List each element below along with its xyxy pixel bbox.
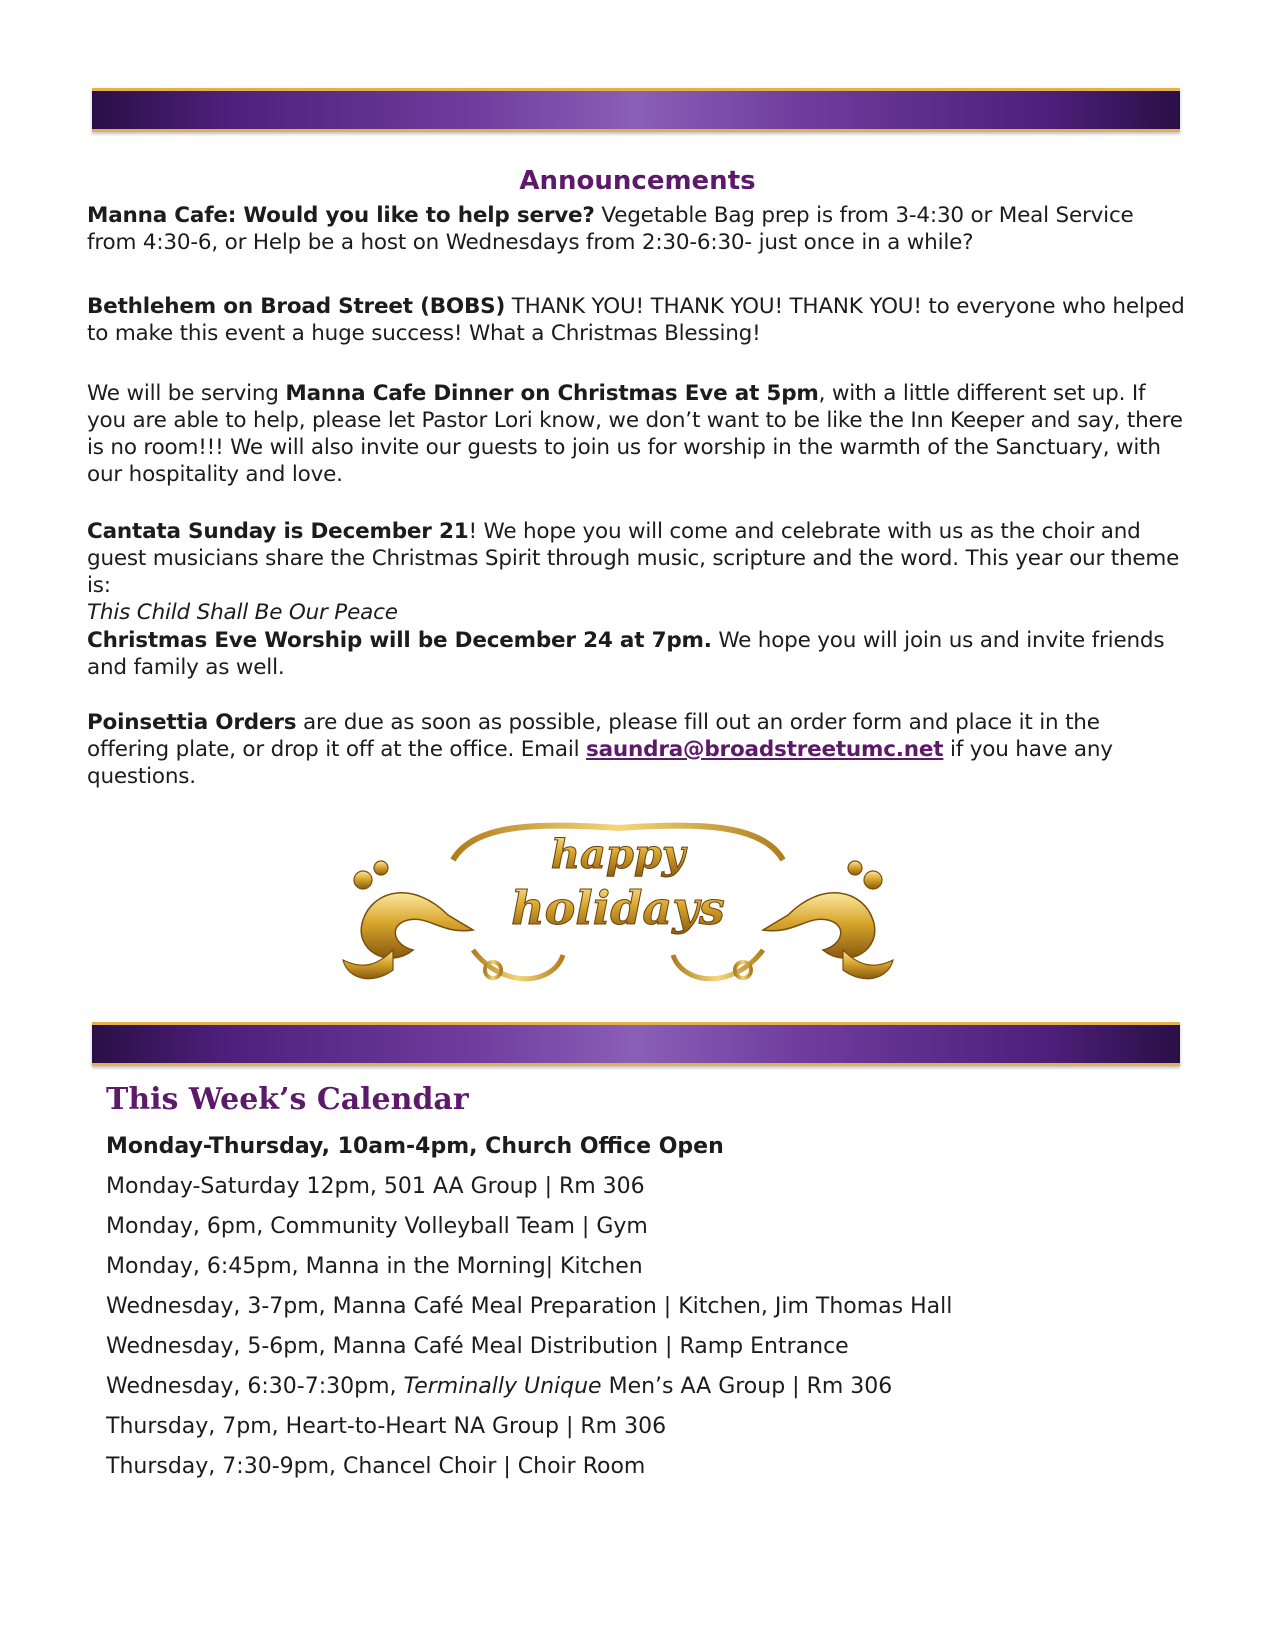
poinsettia-heading: Poinsettia Orders <box>87 710 297 735</box>
happy-text: happy <box>550 831 686 878</box>
announcements-title: Announcements <box>519 166 756 196</box>
cantata-theme: This Child Shall Be Our Peace <box>87 600 398 625</box>
manna-cafe-announcement <box>87 202 1187 256</box>
calendar-item: Monday-Saturday 12pm, 501 AA Group | Rm 306 <box>106 1174 645 1199</box>
poinsettia-text: are due as soon as possible, please fill out an order form and place it in the offering plate, or drop it off at the office. Email <box>87 710 1100 762</box>
holidays-text: holidays <box>511 881 725 935</box>
manna-cafe-text: Vegetable Bag prep is from 3-4:30 or Meal Service from 4:30-6, or Help be a host on Wednesdays from 2:30-6:30- just once in a while? <box>87 203 1134 255</box>
christmas-eve-heading: Christmas Eve Worship will be December 24 at 7pm. <box>87 628 712 653</box>
calendar-list <box>106 1132 952 1492</box>
email-link[interactable]: saundra@broadstreetumc.net <box>586 737 944 762</box>
calendar-item-pre: Wednesday, 6:30-7:30pm, <box>106 1374 404 1399</box>
poinsettia-text-end: if you have any questions. <box>87 737 1113 789</box>
dinner-heading: Manna Cafe Dinner on Christmas Eve at 5pm <box>285 381 819 406</box>
calendar-item-italic: Terminally Unique <box>403 1374 602 1399</box>
christmas-dinner-announcement <box>87 380 1187 488</box>
christmas-eve-announcement <box>87 627 1187 681</box>
calendar-item <box>106 1372 952 1412</box>
dinner-pre-text: We will be serving <box>87 381 286 406</box>
christmas-eve-text: We hope you will join us and invite friends and family as well. <box>87 628 1165 680</box>
bobs-announcement <box>87 293 1187 347</box>
calendar-item: Monday-Thursday, 10am-4pm, Church Office Open <box>106 1134 724 1159</box>
cantata-announcement <box>87 518 1187 626</box>
cantata-text: ! We hope you will come and celebrate with us as the choir and guest musicians share the Christmas Spirit through music, scripture and the word. This year our theme is: <box>87 519 1180 598</box>
calendar-divider-bar <box>92 1022 1180 1066</box>
bobs-text: THANK YOU! THANK YOU! THANK YOU! to everyone who helped to make this event a huge success! What a Christmas Blessing! <box>87 294 1185 346</box>
poinsettia-announcement <box>87 709 1187 790</box>
calendar-title: This Week’s Calendar <box>106 1082 469 1117</box>
dinner-text: , with a little different set up. If you are able to help, please let Pastor Lori know, we don’t want to be like the Inn Keeper and say, there is no room!!! We will also invite our guests to join us for worship in the warmth of the Sanctuary, with our hospitality and love. <box>87 381 1183 487</box>
happy-holidays-graphic <box>333 820 903 995</box>
calendar-item: Thursday, 7pm, Heart-to-Heart NA Group | Rm 306 <box>106 1414 667 1439</box>
calendar-item-post: Men’s AA Group | Rm 306 <box>601 1374 893 1399</box>
calendar-item: Monday, 6pm, Community Volleyball Team | Gym <box>106 1214 648 1239</box>
calendar-item: Wednesday, 3-7pm, Manna Café Meal Preparation | Kitchen, Jim Thomas Hall <box>106 1294 953 1319</box>
bobs-heading: Bethlehem on Broad Street (BOBS) <box>87 294 506 319</box>
manna-cafe-heading: Manna Cafe: Would you like to help serve? <box>87 203 595 228</box>
calendar-item: Thursday, 7:30-9pm, Chancel Choir | Choir Room <box>106 1454 646 1479</box>
calendar-item: Wednesday, 5-6pm, Manna Café Meal Distribution | Ramp Entrance <box>106 1334 849 1359</box>
cantata-heading: Cantata Sunday is December 21 <box>87 519 469 544</box>
top-divider-bar <box>92 88 1180 132</box>
calendar-item: Monday, 6:45pm, Manna in the Morning| Kitchen <box>106 1254 643 1279</box>
